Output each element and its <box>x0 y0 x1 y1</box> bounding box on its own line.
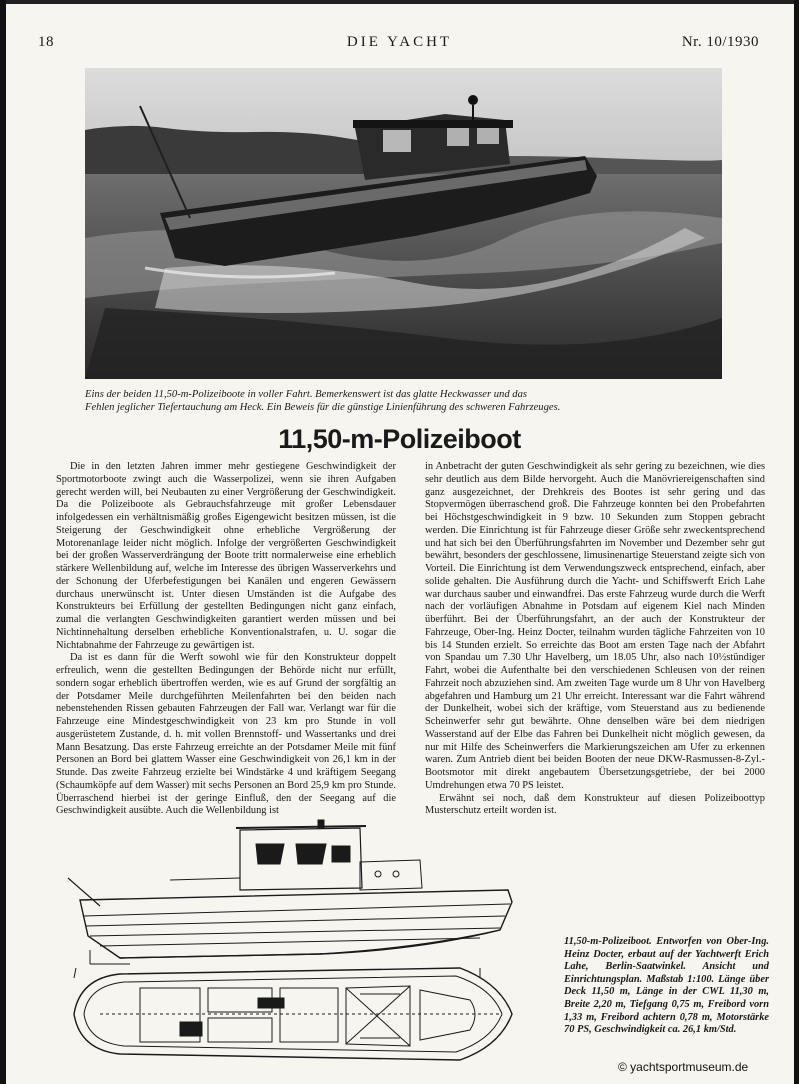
boat-photo <box>85 68 722 379</box>
magazine-title: DIE YACHT <box>346 34 453 50</box>
watermark: © yachtsportmuseum.de <box>618 1060 749 1074</box>
photo-caption-line: Fehlen jeglicher Tiefertauchung am Heck. Ein Beweis für die günstige Linienführung des schweren Fahrzeuges. <box>85 402 561 413</box>
issue-number: Nr. 10/1930 <box>681 34 759 50</box>
page-number: 18 <box>38 34 54 50</box>
scan-border-top <box>0 0 799 4</box>
article-column-right <box>425 461 765 818</box>
article-title: 11,50-m-Polizeiboot <box>278 424 521 454</box>
paragraph: Die in den letzten Jahren immer mehr gestiegene Geschwindigkeit der Sportmotorboote zwingt auch die Wasserpolizei, wenn sie ihren Aufgaben gerecht werden will, bei Neubauten zu einer Vergrößerung der Geschwindigkeit. Da die Polizeiboote als Gebrauchsfahrzeuge mit großer Lebensdauer infolgedessen ein verhältnismäßig großes Eigengewicht besitzen müssen, ist die Steigerung der Geschwindigkeit ohne erhebliche Vergrößerung der Motorenanlage leider nicht möglich. Infolge der vergrößerten Geschwindigkeit bei der großen Wasserverdrängung der Boote tritt normalerweise eine erheblich stärkere Wellenbildung auf, welche im Interesse des übrigen Wasserverkehrs und der Schonung der Uferbefestigungen bei Kanälen und engeren Gewässern durchaus unerwünscht ist. Unter diesen Umständen ist die Aufgabe des Konstrukteurs bei Erfüllung der gestellten Bedingungen nicht ganz einfach, zumal die verlangten Geschwindigkeiten garantiert werden müssen und bei Nichtinnehaltung derselben erhebliche Konventionalstrafen, u. U. sogar die Nichtabnahme der Fahrzeuge zu gewärtigen ist. <box>56 461 396 651</box>
photo-caption-line: Eins der beiden 11,50-m-Polizeiboote in voller Fahrt. Bemerkenswert ist das glatte Heckwasser und das <box>85 389 528 400</box>
scan-border-right <box>794 0 799 1084</box>
paragraph: in Anbetracht der guten Geschwindigkeit als sehr gering zu bezeichnen, wie dies sehr deutlich aus dem Bilde hervorgeht. Auch die Manövriereigenschaften sind ganz ausgezeichnet, der Drehkreis des Bootes ist sehr gering und das Stopvermögen überraschend groß. Die Fahrzeuge konnten bei den Probefahrten bei Höchstgeschwindigkeit in 9 bzw. 10 Sekunden zum Stoppen gebracht werden. Die Einrichtung ist für Fahrzeuge dieser Größe sehr zweckentsprechend und hat sich bei den Überführungsfahrten im November und Dezember sehr gut bewährt, besonders der geschlossene, limusinenartige Steuerstand zeigte sich von Vorteil. Die Einrichtung ist dem Verwendungszweck entsprechend, einfach, aber solide gehalten. Die Ausführung durch die Yacht- und Schiffswerft Erich Lahe war durchaus sauber und einwandfrei. Das erste Fahrzeug wurde durch die Werft nach der vorläufigen Abnahme in Potsdam auf eigenem Kiel nach Minden überführt. Bei der Überführungsfahrt, an der auch der Konstrukteur der Fahrzeuge, Ober-Ing. Heinz Docter, teilnahm wurden tägliche Fahrzeiten von 10 bis 14 Stunden erzielt. So erreichte das Boot am ersten Tage nach der Abfahrt von Spandau um 7.30 Uhr Havelberg, um 18.05 Uhr, also nach 10½stündiger Fahrt, wobei die Aufenthalte bei den verschiedenen Schleusen von der reinen Fahrzeit noch abzuziehen sind. Am zweiten Tage wurde um 8 Uhr von Havelberg abgefahren und Hamburg um 21 Uhr erreicht. Interessant war die Fahrt während der Dunkelheit, wobei sich der kräftige, vom Steuerstand aus zu bedienende Scheinwerfer sehr gut bewährte. Ohne denselben wäre bei dem niedrigen Wasserstand auf der Elbe das Fahren bei Dunkelheit nicht möglich gewesen, da nur mit Hilfe des Scheinwerfers die Markierungszeichen am Ufer zu erkennen waren. Zum Antrieb dient bei beiden Booten der neue DKW-Rasmussen-8-Zyl.-Bootsmotor mit direkt angebautem Übersetzungsgetriebe, der bei 2000 Umdrehungen etwa 70 PS leistet. <box>425 461 765 791</box>
drawing-caption: 11,50-m-Polizeiboot. Entworfen von Ober-Ing. Heinz Docter, erbaut auf der Yachtwerft Erich Lahe, Berlin-Saatwinkel. Ansicht und Einrichtungsplan. Maßstab 1:100. Länge über Deck 11,50 m, Länge in der CWL 11,30 m, Breite 2,20 m, Tiefgang 0,75 m, Freibord vorn 1,33 m, Freibord achtern 0,78 m, Motorstärke 70 PS, Geschwindigkeit ca. 26,1 km/Std. <box>564 936 769 1036</box>
paragraph: Erwähnt sei noch, daß dem Konstrukteur auf diesen Polizeiboottyp Musterschutz erteilt worden ist. <box>425 792 765 817</box>
boat-plan-drawing <box>60 818 522 1074</box>
article-column-left <box>56 461 396 818</box>
photo-caption <box>85 388 722 414</box>
paragraph: Da ist es dann für die Werft sowohl wie für den Konstrukteur doppelt erfreulich, wenn die gestellten Bedingungen der Behörde nicht nur erfüllt, sondern sogar erheblich übertroffen werden, wie es auf Grund der sorgfältig an der Potsdamer Meile durchgeführten Meilenfahrten bei den beiden nach nebenstehenden Rissen gebauten Fahrzeugen der Fall war. Verlangt war für die Fahrzeuge eine Mindestgeschwindigkeit von 23 km pro Stunde in voll ausgerüstetem Zustande, d. h. mit vollen Brennstoff- und Wassertanks und drei Mann Besatzung. Das erste Fahrzeug erreichte an der Potsdamer Meile mit fünf Personen an Bord bei glattem Wasser eine Geschwindigkeit von 26,1 km in der Stunde. Das zweite Fahrzeug erzielte bei Windstärke 4 und kräftigem Seegang (Schaumköpfe auf dem Wasser) mit sechs Personen an Bord 25,9 km pro Stunde. Überraschend hierbei ist der geringe Einfluß, den der Seegang auf die Geschwindigkeit ausübte. Auch die Wellenbildung ist <box>56 652 396 817</box>
scan-border-left <box>0 0 6 1084</box>
